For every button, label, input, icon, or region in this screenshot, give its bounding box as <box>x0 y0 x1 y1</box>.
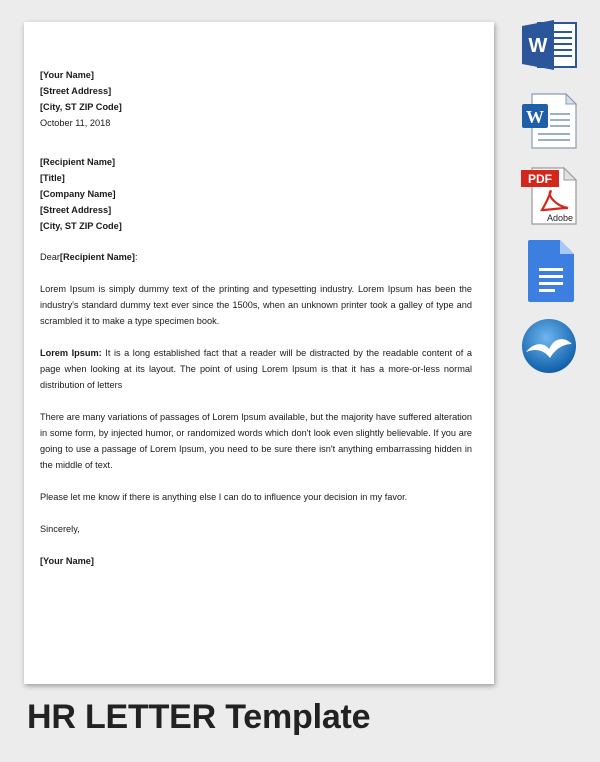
letter-content <box>40 67 472 569</box>
word-doc-letter: W <box>526 107 544 127</box>
pdf-label: PDF <box>528 172 552 186</box>
letter-date: October 11, 2018 <box>40 118 111 128</box>
recipient-title: [Title] <box>40 173 65 183</box>
signature: [Your Name] <box>40 556 94 566</box>
body-paragraph-2-label: Lorem Ipsum: <box>40 348 102 358</box>
word-document-icon[interactable] <box>520 92 578 150</box>
google-docs-icon[interactable] <box>526 238 576 304</box>
word-icon[interactable] <box>520 18 578 72</box>
salutation-name: [Recipient Name] <box>59 252 135 262</box>
sender-street: [Street Address] <box>40 86 112 96</box>
body-paragraph-4: Please let me know if there is anything else I can do to influence your decision in my favor. <box>40 492 408 502</box>
letter-page <box>24 22 494 684</box>
salutation-suffix: : <box>134 252 138 262</box>
salutation <box>40 249 472 265</box>
recipient-name: [Recipient Name] <box>40 157 116 167</box>
pdf-adobe-icon[interactable] <box>520 166 578 226</box>
body-paragraph-2-text: It is a long established fact that a reader will be distracted by the readable content of a page when looking at its layout. The point of using Lorem Ipsum is that it has a more-or-less normal distribution of letters <box>40 348 473 390</box>
body-paragraph-3: There are many variations of passages of Lorem Ipsum available, but the majority have suffered alteration in some form, by injected humor, or randomized words which don't look even slightly believable. If you are going to use a passage of Lorem Ipsum, you need to be sure there isn't anything embarrassing hidden in the middle of text. <box>40 412 472 470</box>
recipient-city: [City, ST ZIP Code] <box>40 221 122 231</box>
body-paragraph-2 <box>40 345 472 393</box>
body-paragraph-1: Lorem Ipsum is simply dummy text of the printing and typesetting industry. Lorem Ipsum has been the industry's standard dummy text ever since the 1500s, when an unknown printer took a galley of type and scrambled it to make a type specimen book. <box>40 284 472 326</box>
recipient-street: [Street Address] <box>40 205 112 215</box>
closing: Sincerely, <box>40 524 80 534</box>
word-letter: W <box>528 35 548 57</box>
page-title: HR LETTER Template <box>27 698 371 736</box>
recipient-company: [Company Name] <box>40 189 116 199</box>
sender-name: [Your Name] <box>40 70 94 80</box>
adobe-label: Adobe <box>546 213 574 223</box>
openoffice-icon[interactable] <box>520 318 578 374</box>
sender-city: [City, ST ZIP Code] <box>40 102 122 112</box>
salutation-prefix: Dear <box>40 252 60 262</box>
